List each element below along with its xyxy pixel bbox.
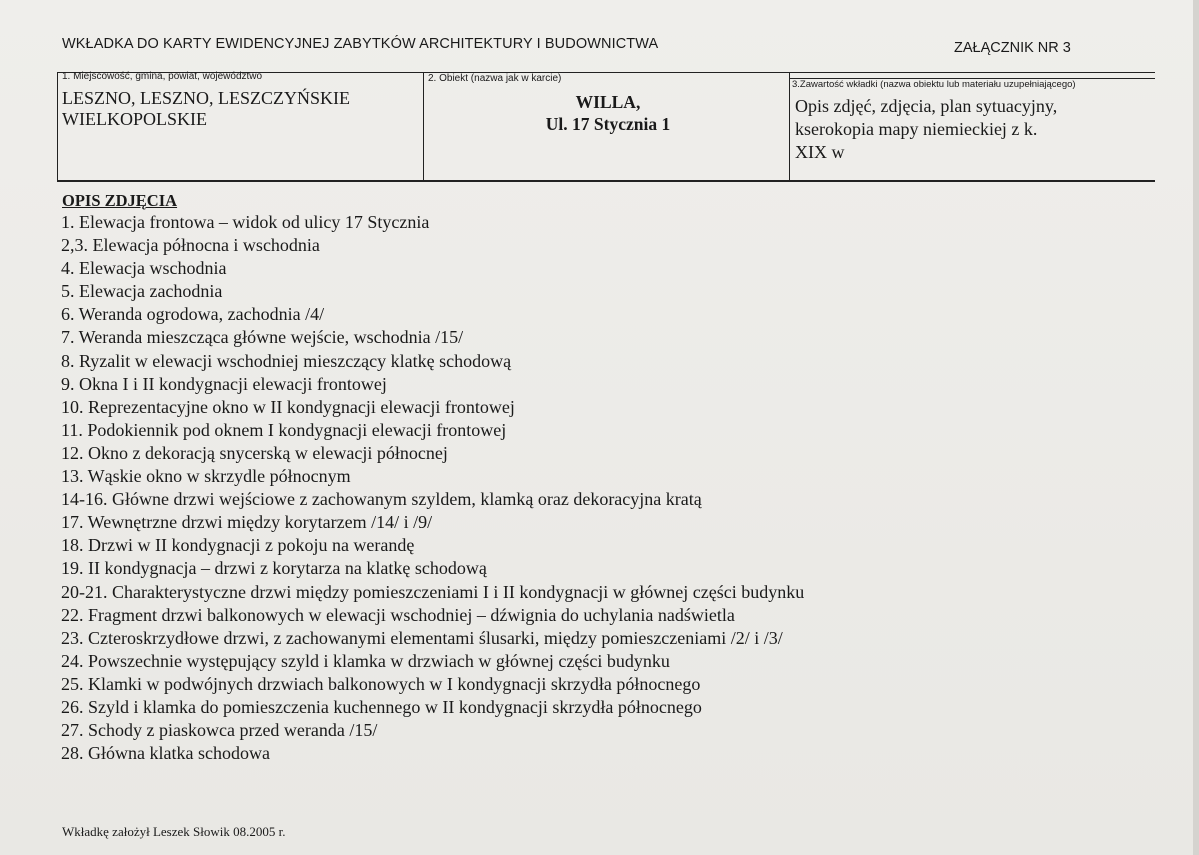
list-item: 13. Wąskie okno w skrzydle północnym — [61, 466, 351, 487]
attachment-number: ZAŁĄCZNIK NR 3 — [954, 40, 1071, 56]
list-item: 20-21. Charakterystyczne drzwi między pomieszczeniami I i II kondygnacji w głównej części budynku — [61, 581, 805, 602]
list-item: 9. Okna I i II kondygnacji elewacji frontowej — [61, 373, 387, 394]
list-item: 27. Schody z piaskowca przed weranda /15/ — [61, 720, 378, 741]
list-item: 7. Weranda mieszcząca główne wejście, wschodnia /15/ — [61, 327, 464, 348]
object-value — [426, 91, 790, 135]
list-item: 19. II kondygnacja – drzwi z korytarza na klatkę schodową — [61, 558, 487, 579]
document-title: WKŁADKA DO KARTY EWIDENCYJNEJ ZABYTKÓW ARCHITEKTURY I BUDOWNICTWA — [62, 36, 659, 52]
location-line-1: LESZNO, LESZNO, LESZCZYŃSKIE — [62, 88, 350, 108]
list-item: 26. Szyld i klamka do pomieszczenia kuchennego w II kondygnacji skrzydła północnego — [61, 696, 702, 717]
scan-edge — [1193, 0, 1199, 855]
box-border-left — [57, 72, 58, 180]
list-item: 6. Weranda ogrodowa, zachodnia /4/ — [61, 304, 325, 325]
photo-description-list — [61, 211, 804, 765]
contents-value — [795, 95, 1105, 164]
list-item: 2,3. Elewacja północna i wschodnia — [61, 235, 320, 256]
box-border-bottom — [57, 180, 1155, 182]
list-item: 22. Fragment drzwi balkonowych w elewacji wschodniej – dźwignia do uchylania nadświetla — [61, 604, 735, 625]
list-item: 17. Wewnętrzne drzwi między korytarzem /14/ i /9/ — [61, 512, 433, 533]
contents-line-1: Opis zdjęć, zdjęcia, plan sytuacyjny, — [795, 96, 1058, 116]
list-item: 28. Główna klatka schodowa — [61, 743, 270, 764]
list-item: 8. Ryzalit w elewacji wschodniej mieszczący klatkę schodową — [61, 350, 512, 371]
list-item: 5. Elewacja zachodnia — [61, 281, 223, 302]
footer-author: Wkładkę założył Leszek Słowik 08.2005 r. — [62, 824, 286, 839]
list-item: 10. Reprezentacyjne okno w II kondygnacji elewacji frontowej — [61, 396, 515, 417]
list-item: 1. Elewacja frontowa – widok od ulicy 17 Stycznia — [61, 212, 430, 232]
list-item: 18. Drzwi w II kondygnacji z pokoju na werandę — [61, 535, 415, 556]
location-label: 1. Miejscowość, gmina, powiat, województwo — [62, 71, 263, 82]
contents-line-3: XIX w — [795, 142, 845, 162]
list-item: 12. Okno z dekoracją snycerską w elewacji północnej — [61, 442, 448, 463]
section-heading: OPIS ZDJĘCIA — [62, 191, 178, 210]
object-label: 2. Obiekt (nazwa jak w karcie) — [428, 73, 562, 84]
list-item: 14-16. Główne drzwi wejściowe z zachowanym szyldem, klamką oraz dekoracyjna kratą — [61, 489, 702, 510]
contents-line-2: kserokopia mapy niemieckiej z k. — [795, 119, 1038, 139]
list-item: 11. Podokiennik pod oknem I kondygnacji elewacji frontowej — [61, 419, 507, 440]
object-line-1: WILLA, — [575, 92, 641, 112]
location-line-2: WIELKOPOLSKIE — [62, 109, 207, 129]
contents-label: 3.Zawartość wkładki (nazwa obiektu lub materiału uzupełniającego) — [792, 79, 1076, 90]
location-value — [62, 88, 350, 130]
list-item: 4. Elewacja wschodnia — [61, 258, 227, 279]
object-line-2: Ul. 17 Stycznia 1 — [545, 114, 671, 134]
list-item: 25. Klamki w podwójnych drzwiach balkonowych w I kondygnacji skrzydła północnego — [61, 673, 701, 694]
list-item: 23. Czteroskrzydłowe drzwi, z zachowanymi elementami ślusarki, między pomieszczeniami /2/ i /3/ — [61, 627, 783, 648]
box-divider-1 — [423, 72, 424, 180]
list-item: 24. Powszechnie występujący szyld i klamka w drzwiach w głównej części budynku — [61, 650, 670, 671]
